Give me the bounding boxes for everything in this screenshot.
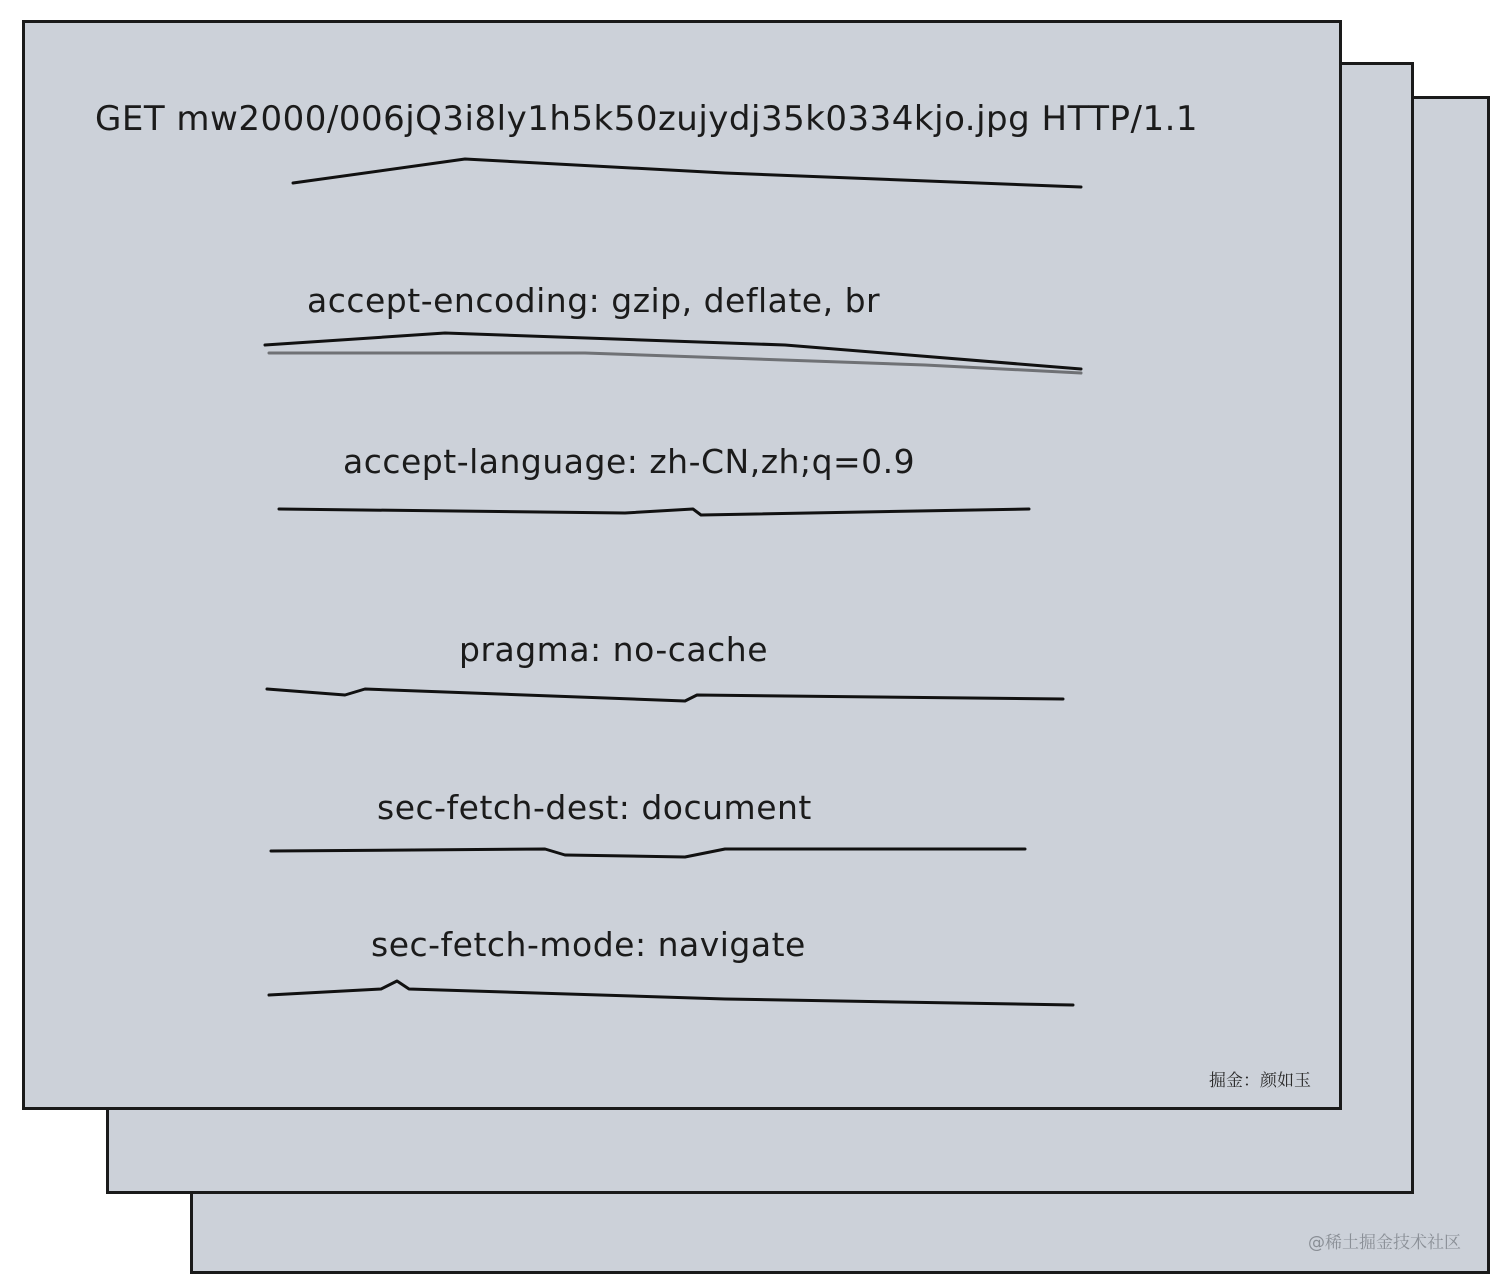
header-accept-encoding: accept-encoding: gzip, deflate, br: [307, 281, 881, 320]
header-sec-fetch-mode: sec-fetch-mode: navigate: [371, 925, 806, 964]
header-sec-fetch-dest: sec-fetch-dest: document: [377, 788, 812, 827]
header-request-line: GET mw2000/006jQ3i8ly1h5k50zujydj35k0334kjo.jpg HTTP/1.1: [95, 99, 1199, 139]
watermark-community: @稀土掘金技术社区: [1308, 1233, 1461, 1253]
header-pragma: pragma: no-cache: [459, 630, 769, 669]
note-sheet-front: [22, 20, 1342, 1110]
header-accept-language: accept-language: zh-CN,zh;q=0.9: [343, 442, 916, 481]
watermark-author: 掘金：颜如玉: [1209, 1071, 1311, 1091]
